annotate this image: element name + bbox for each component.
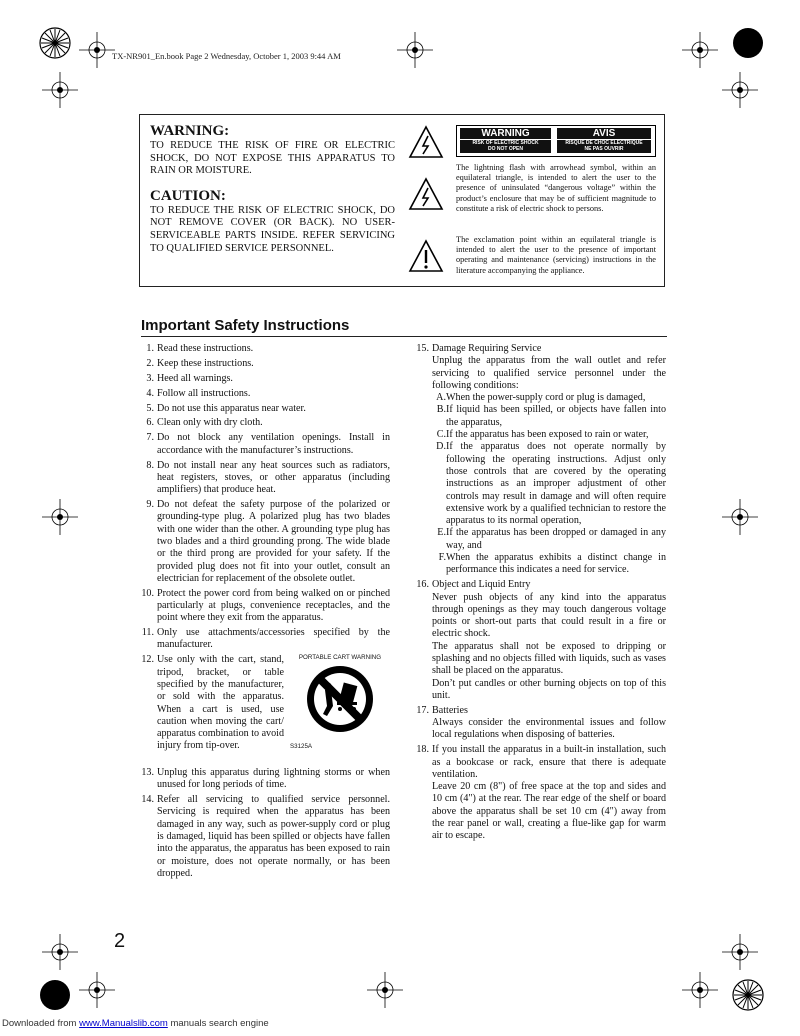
right-column — [415, 343, 666, 845]
footer-prefix: Downloaded from — [2, 1018, 80, 1029]
list-item-damage: 15. Damage Requiring Service Unplug the apparatus from the wall outlet and refer servicing to qualified service personnel under the following conditions: A. When the power-supply cord or plug is damaged, B. If liquid has been spilled, or objects have fallen into the apparatus, C. If the apparatus has been exposed to rain or water, D. If the apparatus does not operate normally by following the operating instructions. Adjust only those controls that are covered by the operating instructions as an improper adjustment of other controls may result in damage and will often require extensive work by a qualified technician to restore the apparatus to its normal operation, E. If the apparatus has been dropped or damaged in any way, and F. When the apparatus exhibits a distinct change in performance this indicates a need for service. — [416, 343, 666, 576]
warning-text: TO REDUCE THE RISK OF FIRE OR ELECTRIC SHOCK, DO NOT EXPOSE THIS APPARATUS TO RAIN OR MOISTURE. — [150, 140, 395, 177]
warning-box — [139, 114, 665, 287]
cart-tipover-icon — [303, 662, 377, 736]
list-item: 7. Do not block any ventilation openings. Install in accordance with the manufacturer’s instructions. — [146, 432, 390, 456]
list-item: 1. Read these instructions. — [146, 343, 254, 354]
solid-circle-mark — [733, 28, 763, 58]
warning-avis-label — [456, 125, 656, 157]
sub-item: C. If the apparatus has been exposed to rain or water, — [436, 429, 649, 441]
warning-title: WARNING: — [150, 123, 230, 139]
list-item: 2. Keep these instructions. — [146, 357, 254, 369]
lightning-triangle-icon — [408, 125, 444, 159]
list-item: 3. Heed all warnings. — [146, 372, 233, 384]
footer-suffix: manuals search engine — [167, 1018, 269, 1029]
solid-circle-mark — [40, 980, 70, 1010]
object-entry-p1: Never push objects of any kind into the apparatus through openings as they may touch dangerous voltage points or short-out parts that could result in a fire or electric shock. — [432, 591, 666, 640]
manualslib-link[interactable]: www.Manualslib.com — [79, 1018, 168, 1029]
crosshair-mark — [79, 972, 115, 1008]
crosshair-mark — [722, 72, 758, 108]
list-item-ventilation: 18. If you install the apparatus in a built-in installation, such as a bookcase or rack, ensure that there is adequate ventilation. Leave 20 cm (8") of free space at the top and sides and 10 cm (4") at the rear. The rear edge of the shelf or board above the apparatus shall be set 10 cm (4") away from the rear panel or wall, creating a flue-like gap for warm air to escape. — [416, 744, 666, 842]
cart-figure — [290, 654, 390, 753]
label-warning: WARNING — [460, 128, 551, 139]
object-entry-title: Object and Liquid Entry — [432, 579, 531, 591]
crosshair-mark — [682, 972, 718, 1008]
download-footer — [2, 1018, 269, 1029]
crosshair-mark — [79, 32, 115, 68]
left-column — [140, 343, 390, 883]
list-item: 6. Clean only with dry cloth. — [146, 417, 263, 429]
ventilation-p2: Leave 20 cm (8") of free space at the top and sides and 10 cm (4") at the rear. The rear edge of the shelf or board above the apparatus shall be set 10 cm (4") away from the rear panel or wall, creating a flue-like gap for warm air to escape. — [432, 781, 666, 842]
list-item: 10. Protect the power cord from being walked on or pinched particularly at plugs, convenience receptacles, and the point where they exit from the apparatus. — [141, 587, 390, 624]
list-item-batteries: 17. Batteries Always consider the environmental issues and follow local regulations when disposing of batteries. — [416, 704, 666, 741]
list-item-cart: 12. PORTABLE CART WARNING S3125A Use only with the cart, stand, tripod, bracket, or table specified by the manufacturer, or sold with the apparatus. When a cart is used, use caution when moving the cart/ apparatus combination to avoid injury from tip-over. — [140, 654, 390, 764]
page-number: 2 — [114, 930, 126, 952]
list-item: 14. Refer all servicing to qualified service personnel. Servicing is required when the apparatus has been damaged in any way, such as power-supply cord or plug is damaged, liquid has been spilled or objects have fallen into the apparatus, the apparatus has been exposed to rain or moisture, does not operate normally, or has been dropped. — [141, 794, 390, 879]
crosshair-mark — [42, 499, 78, 535]
exclamation-triangle-icon — [408, 239, 444, 273]
crosshair-mark — [367, 972, 403, 1008]
crosshair-mark — [722, 934, 758, 970]
damage-intro: Unplug the apparatus from the wall outlet and refer servicing to qualified service personnel under the following conditions: — [432, 355, 666, 391]
cart-figure-caption: PORTABLE CART WARNING — [298, 654, 382, 662]
sub-item: B. If liquid has been spilled, or objects have fallen into the apparatus, — [436, 404, 666, 428]
label-avis: AVIS — [557, 128, 651, 139]
crosshair-mark — [397, 32, 433, 68]
list-item: 11. Only use attachments/accessories specified by the manufacturer. — [141, 627, 390, 651]
object-entry-p3: Don’t put candles or other burning objects on top of this unit. — [432, 677, 666, 701]
lightning-explanation: The lightning flash with arrowhead symbol, within an equilateral triangle, is intended to alert the user to the presence of uninsulated “dangerous voltage” within the product’s enclosure that may be of sufficient magnitude to constitute a risk of electric shock to persons. — [456, 163, 656, 213]
object-entry-p2: The apparatus shall not be exposed to dripping or splashing and no objects filled with liquids, such as vases shall be placed on the apparatus. — [432, 640, 666, 677]
section-title: Important Safety Instructions — [141, 317, 350, 334]
crosshair-mark — [682, 32, 718, 68]
ventilation-text: If you install the apparatus in a built-in installation, such as a bookcase or rack, ensure that there is adequate ventilation. — [432, 744, 666, 780]
sub-item: E. If the apparatus has been dropped or damaged in any way, and — [437, 527, 666, 551]
sub-item: A. When the power-supply cord or plug is damaged, — [436, 392, 646, 404]
sub-item: F. When the apparatus exhibits a distinct change in performance this indicates a need for service. — [438, 552, 666, 576]
label-avis-sub: RISQUE DE CHOC ELECTRIQUE NE PAS OUVRIR — [557, 140, 651, 153]
list-item: 13. Unplug this apparatus during lightning storms or when unused for long periods of time. — [141, 766, 390, 791]
sub-item: D. If the apparatus does not operate normally by following the operating instructions. Adjust only those controls that are covered by the operating instructions as an improper adjustment of other controls may result in damage and will often require extensive work by a qualified technician to restore the apparatus to its normal operation, — [436, 441, 666, 527]
list-item: 8. Do not install near any heat sources such as radiators, heat registers, stoves, or other apparatus (including amplifiers) that produce heat. — [146, 459, 390, 496]
lightning-triangle-icon — [408, 177, 444, 211]
crosshair-mark — [42, 72, 78, 108]
cart-figure-code: S3125A — [290, 742, 313, 750]
starburst-mark-top-left — [40, 28, 70, 58]
list-item: 9. Do not defeat the safety purpose of the polarized or grounding-type plug. A polarized plug has two blades with one wider than the other. A grounding type plug has two blades and a third grounding prong. The wide blade or the third prong are provided for your safety. If the provided plug does not fit into your outlet, consult an electrician for replacement of the obsolete outlet. — [146, 499, 390, 584]
damage-title: Damage Requiring Service — [432, 343, 542, 354]
label-warning-sub: RISK OF ELECTRIC SHOCK DO NOT OPEN — [460, 140, 551, 153]
file-header-line: TX-NR901_En.book Page 2 Wednesday, October 1, 2003 9:44 AM — [112, 51, 341, 61]
exclamation-explanation: The exclamation point within an equilateral triangle is intended to alert the user to the presence of important operating and maintenance (servicing) instructions in the literature accompanying the appliance. — [456, 235, 656, 275]
caution-text: TO REDUCE THE RISK OF ELECTRIC SHOCK, DO NOT REMOVE COVER (OR BACK). NO USER-SERVICEABLE PARTS INSIDE. REFER SERVICING TO QUALIFIED SERVICE PERSONNEL. — [150, 204, 395, 254]
section-rule — [141, 336, 667, 337]
batteries-title: Batteries — [432, 704, 468, 716]
list-item: 4. Follow all instructions. — [146, 387, 251, 399]
starburst-mark-bottom-right — [733, 980, 763, 1010]
list-item: 5. Do not use this apparatus near water. — [146, 402, 306, 414]
crosshair-mark — [722, 499, 758, 535]
crosshair-mark — [42, 934, 78, 970]
list-item-object-entry: 16. Object and Liquid Entry Never push objects of any kind into the apparatus through openings as they may touch dangerous voltage points or short-out parts that could result in a fire or electric shock. The apparatus shall not be exposed to dripping or splashing and no objects filled with liquids, such as vases shall be placed on the apparatus. Don’t put candles or other burning objects on top of this unit. — [416, 579, 666, 701]
batteries-p1: Always consider the environmental issues and follow local regulations when disposing of batteries. — [432, 717, 666, 741]
caution-title: CAUTION: — [150, 187, 226, 204]
cart-text: Use only with the cart, stand, tripod, bracket, or table specified by the manufacturer, or sold with the apparatus. When a cart is used, use caution when moving the cart/ apparatus combination to avoid injury from tip-over. — [157, 654, 284, 752]
